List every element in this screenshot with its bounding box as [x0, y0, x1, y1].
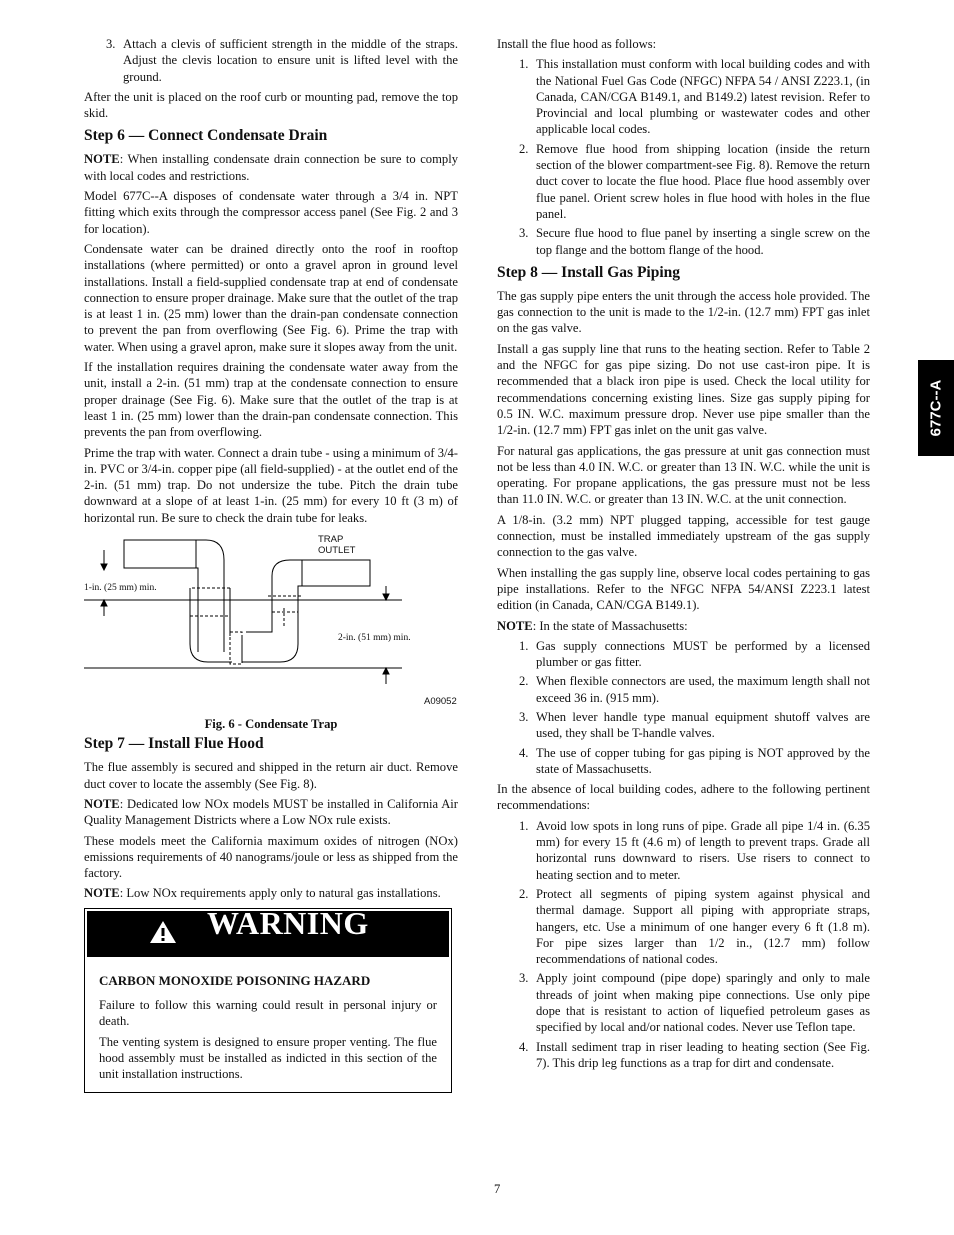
side-tab: [918, 360, 954, 456]
item-text: Protect all segments of piping system against physical and thermal damage. Support all piping with appropriate straps, hangers, etc. Use a minimum of one hanger every 6 ft (1.8 m). For pipe sizes larger than 1/2 in., (12.7 mm) follow recommendations of national codes.: [536, 886, 870, 967]
step6-heading: Step 6 — Connect Condensate Drain: [84, 127, 328, 145]
paragraph: If the installation requires draining the condensate water away from the unit, install a 2-in. (51 mm) trap at the condensate connection to ensure proper drainage (See Fig. 6). Make sure that the outlet of the trap is at least 1 in. (25 mm) lower than the drain-pan condensate connection. This prevents the pan from overflowing.: [84, 360, 458, 440]
step8-heading: Step 8 — Install Gas Piping: [497, 263, 681, 281]
paragraph: The flue assembly is secured and shipped in the return air duct. Remove duct cover to locate the assembly (See Fig. 8).: [84, 760, 458, 791]
item-text: When flexible connectors are used, the maximum length shall not exceed 36 in. (915 mm).: [536, 674, 870, 705]
side-tab-label: 677C--A: [927, 379, 945, 437]
list-item: [84, 36, 458, 85]
warning-box: [84, 904, 452, 1094]
note-text: : In the state of Massachusetts:: [532, 618, 688, 633]
warning-header: [87, 904, 449, 957]
note-text: : Dedicated low NOx models MUST be installed in California Air Quality Management Districts where a Low NOx rule exists.: [84, 796, 458, 828]
item-number: 3.: [519, 226, 529, 241]
item-number: 3.: [519, 971, 529, 986]
item-number: 3.: [519, 709, 529, 724]
massachusetts-list: [497, 638, 870, 777]
paragraph: For natural gas applications, the gas pressure at unit gas connection must not be less than 4.0 IN. W.C. or greater than 13 IN. W.C. while the unit is operating. For propane applications, the gas pressure must not be less than 11.0 IN. W.C. or greater than 13 IN. W.C. at the unit connection.: [497, 443, 870, 507]
list-item: [497, 886, 870, 967]
note-paragraph: [84, 796, 458, 829]
item-text: Install sediment trap in riser leading to heating section (See Fig. 7). This drip leg functions as a trap for dirt and condensate.: [536, 1039, 870, 1070]
page-number: 7: [494, 1182, 501, 1196]
note-text: : When installing condensate drain connection be sure to comply with local codes and restrictions.: [84, 152, 458, 183]
note-label: NOTE: [84, 152, 120, 167]
list-item: [497, 709, 870, 742]
item-text: When lever handle type manual equipment shutoff valves are used, they shall be T-handle valves.: [536, 709, 870, 741]
list-item: [497, 225, 870, 258]
item-number: 1.: [519, 818, 529, 833]
list-item: [497, 638, 870, 671]
right-column: [497, 36, 870, 1075]
step7-heading: Step 7 — Install Flue Hood: [84, 735, 264, 753]
trap-outlet-label: [318, 534, 355, 556]
item-text: Secure flue hood to flue panel by inserting a single screw on the top flange and the bottom flange of the hood.: [536, 226, 870, 257]
item-number: 4.: [519, 1039, 529, 1054]
warning-paragraph: Failure to follow this warning could result in personal injury or death.: [99, 997, 437, 1029]
list-item: [497, 1039, 870, 1072]
item-text: Gas supply connections MUST be performed by a licensed plumber or gas fitter.: [536, 638, 870, 670]
paragraph: After the unit is placed on the roof curb or mounting pad, remove the top skid.: [84, 89, 458, 121]
item-number: 2.: [519, 886, 529, 901]
note-paragraph: [497, 618, 870, 634]
warning-body: [85, 959, 451, 1093]
item-number: 1.: [519, 57, 529, 72]
dimension-2in-label: 2-in. (51 mm) min.: [338, 633, 411, 644]
paragraph: Prime the trap with water. Connect a drain tube - using a minimum of 3/4-in. PVC or 3/4-in. copper pipe (all field-supplied) - at the outlet end of the 2-in. (51 mm) trap. Do not undersize the tube. Pitch the drain tube downward at a slope of at least 1-in. (25 mm) for every 10 ft (3 m) of horizontal run. Be sure to check the drain tube for leaks.: [84, 445, 458, 525]
note-label: NOTE: [497, 618, 533, 633]
flue-hood-list: [497, 56, 870, 258]
figure-code: A09052: [424, 696, 457, 708]
list-item: [497, 745, 870, 778]
condensate-trap-figure: [84, 536, 458, 712]
note-paragraph: [84, 151, 458, 184]
item-number: 3.: [106, 37, 116, 51]
trap-outlet-line2: OUTLET: [318, 545, 356, 557]
item-text: Attach a clevis of sufficient strength in the middle of the straps. Adjust the clevis location to ensure unit is lifted level with the ground.: [123, 37, 458, 84]
paragraph: Model 677C--A disposes of condensate water through a 3/4 in. NPT fitting which exits through the compressor access panel (See Fig. 2 and 3 for location).: [84, 189, 458, 236]
item-text: The use of copper tubing for gas piping is NOT approved by the state of Massachusetts.: [536, 745, 870, 776]
paragraph: Condensate water can be drained directly onto the roof in rooftop installations (where permitted) or onto a gravel apron in ground level installations. Install a field-supplied condensate trap at end of condensate connection to ensure proper drainage. Make sure that the outlet of the trap is at least 1 in. (25 mm) lower than the drain-pan condensate connection to prevent the pan from overflowing (See Fig. 6). Prime the trap with water. When using a gravel apron, make sure it slopes away from the unit.: [84, 241, 458, 354]
dimension-1in-label: 1-in. (25 mm) min.: [84, 583, 157, 594]
figure-caption: Fig. 6 - Condensate Trap: [204, 717, 338, 732]
note-text: : Low NOx requirements apply only to natural gas installations.: [119, 886, 441, 901]
list-item: [497, 673, 870, 706]
note-label: NOTE: [84, 796, 120, 811]
item-text: Avoid low spots in long runs of pipe. Grade all pipe 1/4 in. (6.35 mm) for every 15 ft (4.6 m) of length to prevent traps. Grade all horizontal runs downward to risers. Use risers to connect to heating section and to meter.: [536, 818, 870, 882]
left-column: [84, 36, 458, 1093]
list-item: [497, 141, 870, 222]
item-number: 2.: [519, 674, 529, 689]
paragraph: The gas supply pipe enters the unit through the access hole provided. The gas connection to the unit is made to the 1/2-in. (12.7 mm) FPT gas inlet on the gas valve.: [497, 288, 870, 336]
note-paragraph: [84, 885, 458, 901]
item-text: Apply joint compound (pipe dope) sparingly and only to male threads of joint when making pipe connections. Use only pipe dope that is resistant to action of liquefied petroleum gases as specified by local and/or national codes. Never use Teflon tape.: [536, 971, 870, 1035]
item-number: 1.: [519, 638, 529, 653]
warning-triangle-icon: [149, 920, 177, 944]
item-text: This installation must conform with local building codes and with the National Fuel Gas Code (NFGC) NFPA 54 / ANSI Z223.1, (in Canada, CAN/CGA B149.1, and B149.2) latest revision. Refer to Provincial and local plumbing or wastewater codes and other applicable local codes.: [536, 57, 870, 137]
paragraph: In the absence of local building codes, adhere to the following pertinent recommendations:: [497, 782, 870, 813]
item-number: 4.: [519, 745, 529, 760]
paragraph: Install a gas supply line that runs to the heating section. Refer to Table 2 and the NFGC for gas pipe sizing. Do not use cast-iron pipe. It is recommended that a black iron pipe is used. Check the local utility for recommendations concerning existing lines. Size gas supply piping for 0.5 IN. W.C. maximum pressure drop. Never use pipe smaller than the 1/2-in. (12.7 mm) FPT gas inlet on the unit gas valve.: [497, 341, 870, 438]
hazard-title: CARBON MONOXIDE POISONING HAZARD: [99, 972, 371, 988]
paragraph: These models meet the California maximum oxides of nitrogen (NOx) emissions requirements of 40 nanograms/joule or less as shipped from the factory.: [84, 833, 458, 881]
list-item: [497, 56, 870, 137]
list-item: [497, 818, 870, 883]
item-text: Remove flue hood from shipping location (inside the return section of the blower compartment-see Fig. 8). Remove the return duct cover to locate the flue hood. Place flue hood assembly over flue panel. Orient screw holes in flue hood with holes in the flue panel.: [536, 141, 870, 221]
lifting-list: [84, 36, 458, 85]
paragraph: A 1/8-in. (3.2 mm) NPT plugged tapping, accessible for test gauge connection, must be installed immediately upstream of the gas supply connection to the gas valve.: [497, 512, 870, 560]
paragraph: When installing the gas supply line, observe local codes pertaining to gas pipe installations. Refer to the NFGC NFPA 54/ANSI Z223.1 latest edition (in Canada, CAN/CGA B149.1).: [497, 565, 870, 613]
condensate-trap-diagram: [84, 536, 458, 712]
warning-paragraph: The venting system is designed to ensure proper venting. The flue hood assembly must be installed as indicted in this section of the unit installation instructions.: [99, 1034, 437, 1082]
list-item: [497, 970, 870, 1035]
trap-outlet-line1: TRAP: [318, 534, 344, 546]
note-label: NOTE: [84, 886, 120, 901]
warning-title: WARNING: [207, 904, 369, 941]
item-number: 2.: [519, 141, 529, 156]
paragraph: Install the flue hood as follows:: [497, 37, 657, 51]
recommendations-list: [497, 818, 870, 1071]
